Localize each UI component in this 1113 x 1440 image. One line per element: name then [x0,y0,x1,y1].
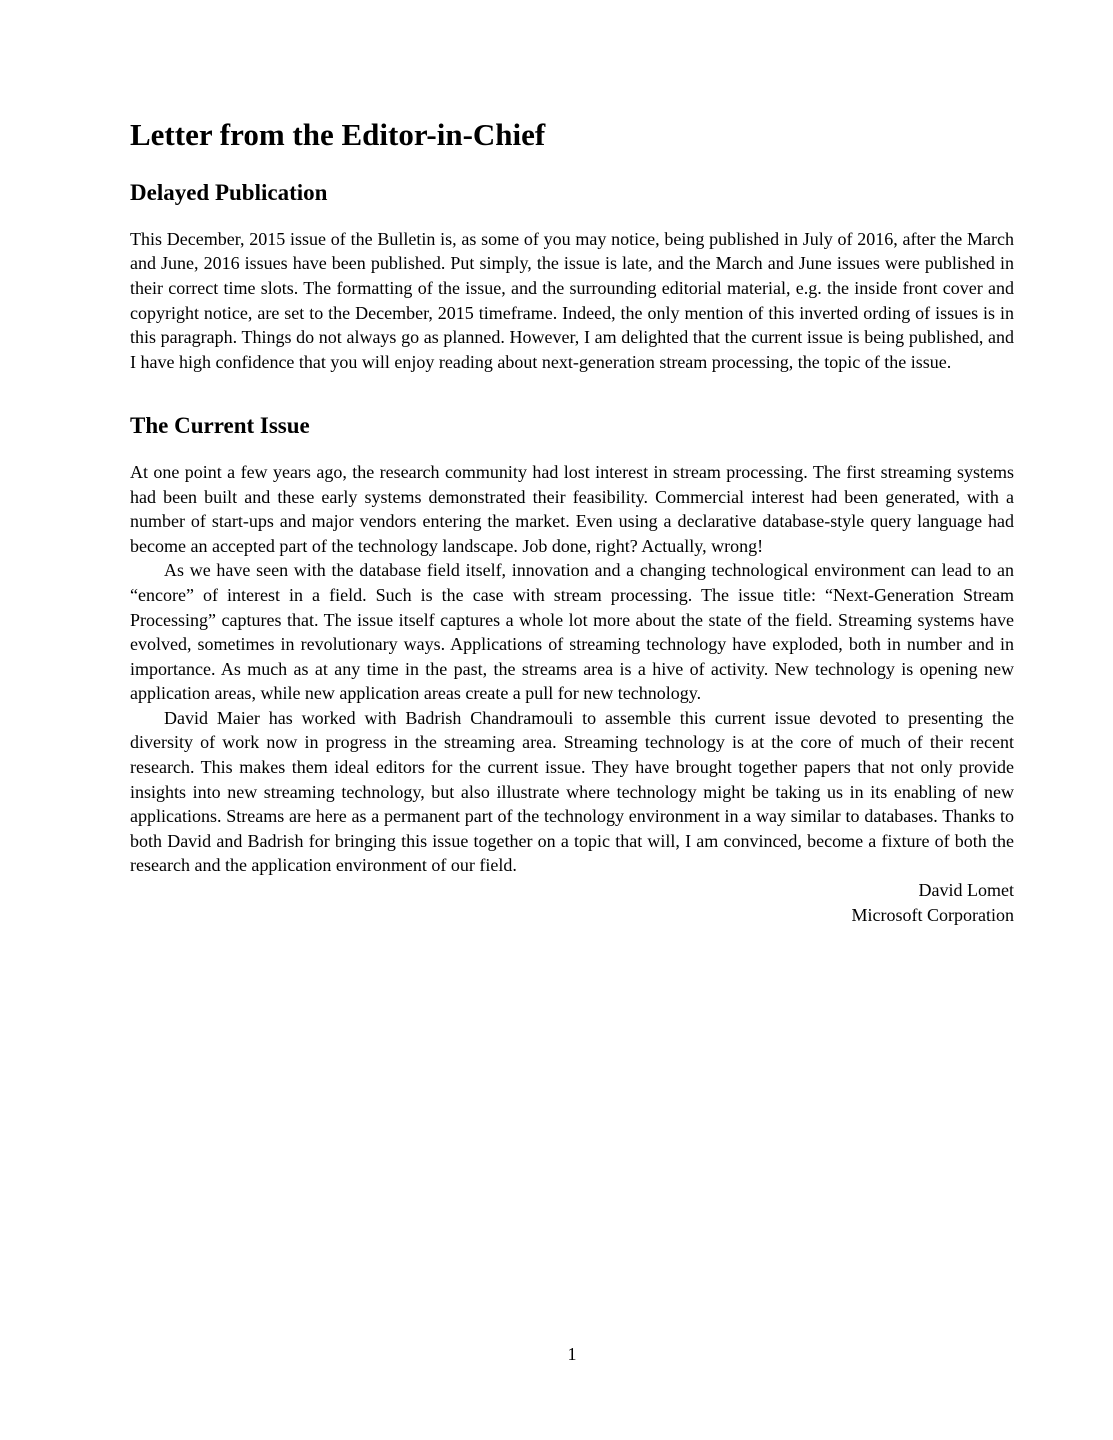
section-current-issue [130,412,1014,878]
paragraph-current-issue-2: As we have seen with the database field itself, innovation and a changing technological environment can lead to an “encore” of interest in a field. Such is the case with stream processing. The issue title: “Next-Generation Stream Processing” captures that. The issue itself captures a whole lot more about the state of the field. Streaming systems have evolved, sometimes in revolutionary ways. Applications of streaming technology have exploded, both in number and in importance. As much as at any time in the past, the streams area is a hive of activity. New technology is opening new application areas, while new application areas create a pull for new technology. [130,560,1014,704]
signature-block [130,878,1014,927]
page-content [130,0,1014,927]
signature-affiliation: Microsoft Corporation [851,904,1014,925]
page-title: Letter from the Editor-in-Chief [130,117,546,152]
page-number: 1 [567,1344,577,1364]
section-heading-delayed-publication: Delayed Publication [130,180,328,206]
paragraph-current-issue-3: David Maier has worked with Badrish Chandramouli to assemble this current issue devoted to presenting the diversity of work now in progress in the streaming area. Streaming technology is at the core of much of their recent research. This makes them ideal editors for the current issue. They have brought together papers that not only provide insights into new streaming technology, but also illustrate where technology might be taking us in its enabling of new applications. Streams are here as a permanent part of the technology environment in a way similar to databases. Thanks to both David and Badrish for bringing this issue together on a topic that will, I am convinced, become a fixture of both the research and the application environment of our field. [130,707,1014,876]
paragraph-current-issue-1: At one point a few years ago, the research community had lost interest in stream processing. The first streaming systems had been built and these early systems demonstrated their feasibility. Commercial interest had been generated, with a number of start-ups and major vendors entering the market. Even using a declarative database-style query language had become an accepted part of the technology landscape. Job done, right? Actually, wrong! [130,461,1014,556]
signature-name: David Lomet [918,880,1014,901]
section-heading-current-issue: The Current Issue [130,413,310,439]
section-delayed-publication [130,179,1014,374]
paragraph-delayed-publication: This December, 2015 issue of the Bulletin is, as some of you may notice, being published in July of 2016, after the March and June, 2016 issues have been published. Put simply, the issue is late, and the March and June issues were published in their correct time slots. The formatting of the issue, and the surrounding editorial material, e.g. the inside front cover and copyright notice, are set to the December, 2015 timeframe. Indeed, the only mention of this inverted ording of issues is in this paragraph. Things do not always go as planned. However, I am delighted that the current issue is being published, and I have high confidence that you will enjoy reading about next-generation stream processing, the topic of the issue. [130,228,1014,372]
